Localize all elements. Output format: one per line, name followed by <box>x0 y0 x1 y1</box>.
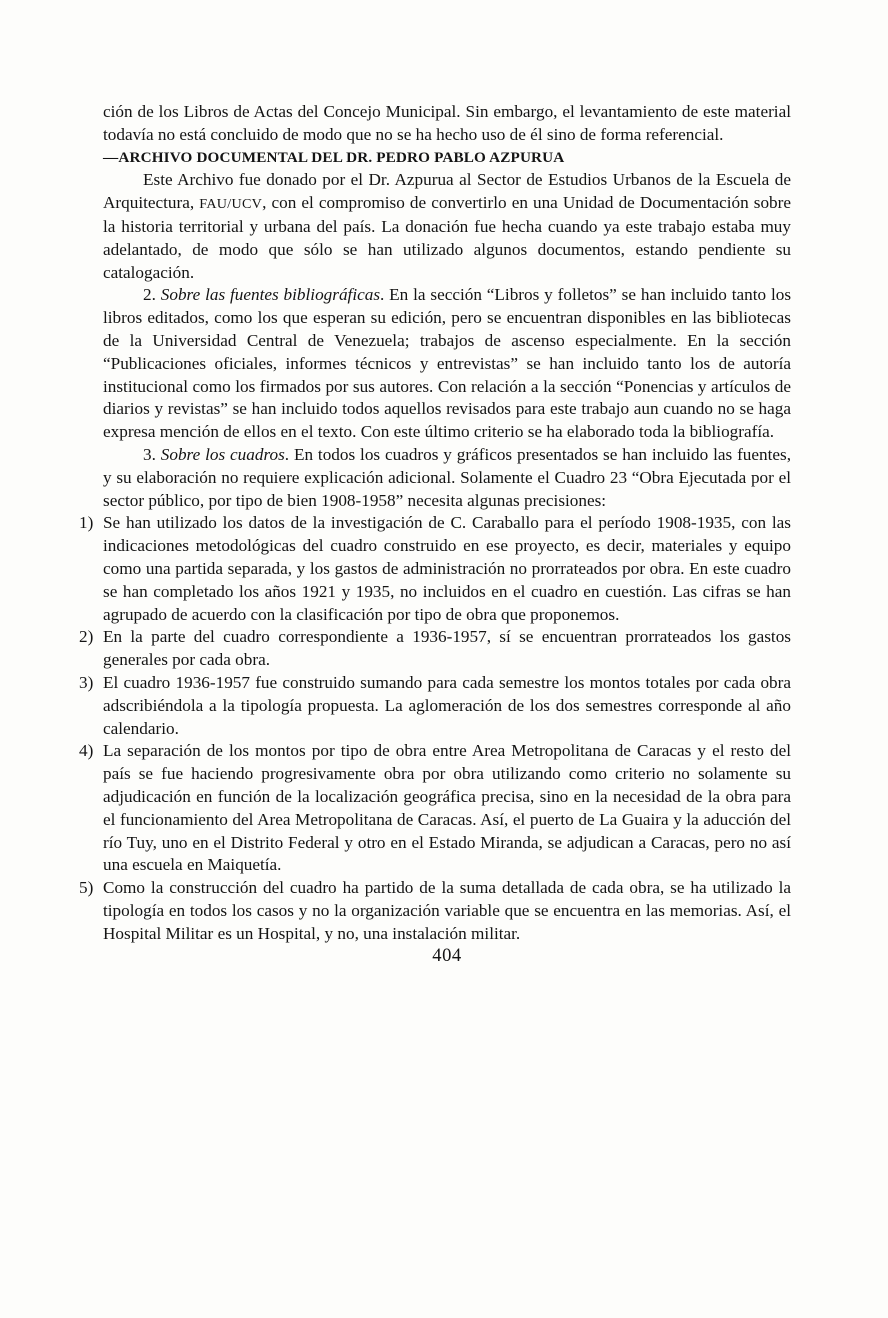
list-item-3 <box>79 672 791 740</box>
list-item-4-marker: 4) <box>79 741 94 761</box>
archivo-paragraph-before: Este Archivo fue donado por el Dr. Azpurua al Sector de Estudios Urbanos de la Escuela de Arquitectura, <box>103 170 791 213</box>
cuadros-section-numeral: 3. <box>143 444 161 464</box>
archivo-section-heading: —ARCHIVO DOCUMENTAL DEL DR. PEDRO PABLO AZPURUA <box>103 148 565 166</box>
fuentes-section-numeral: 2. <box>143 285 161 305</box>
archivo-paragraph-after: , con el compromiso de convertirlo en una Unidad de Documentación sobre la historia territorial y urbana del país. La donación fue hecha cuando ya este trabajo estaba muy adelantado, de modo que sólo se han utilizado algunos documentos, estando pendiente su catalogación. <box>103 193 791 282</box>
intro-paragraph: ción de los Libros de Actas del Concejo Municipal. Sin embargo, el levantamiento de este material todavía no está concluido de modo que no se ha hecho uso de él sino de forma referencial. <box>103 102 791 144</box>
list-item-1-text: Se han utilizado los datos de la investigación de C. Caraballo para el período 1908-1935, con las indicaciones metodológicas del cuadro construido en ese proyecto, es decir, materiales y equipo como una partida separada, y los gastos de administración no prorrateados por obra. En este cuadro se han completado los años 1921 y 1935, no incluidos en el cuadro en cuestión. Las cifras se han agrupado de acuerdo con la clasificación por tipo de obra que proponemos. <box>103 513 791 624</box>
page-number: 404 <box>432 945 462 967</box>
list-item-2-text: En la parte del cuadro correspondiente a 1936-1957, sí se encuentran prorrateados los gastos generales por cada obra. <box>103 627 791 670</box>
list-item-3-marker: 3) <box>79 672 94 692</box>
list-item-2 <box>79 626 791 672</box>
list-item-5-text: Como la construcción del cuadro ha partido de la suma detallada de cada obra, se ha utilizado la tipología en todos los casos y no la organización variable que se encuentra en las memorias. Así, el Hospital Militar es un Hospital, y no, una instalación militar. <box>103 878 791 943</box>
fuentes-section-title: Sobre las fuentes bibliográficas <box>160 285 381 305</box>
cuadros-section-text: . En todos los cuadros y gráficos presentados se han incluido las fuentes, y su elaboración no requiere explicación adicional. Solamente el Cuadro 23 “Obra Ejecutada por el sector público, por tipo de bien 1908-1958” necesita algunas precisiones: <box>103 444 791 510</box>
list-item-1 <box>79 512 791 626</box>
archivo-paragraph <box>103 169 791 284</box>
list-item-5-marker: 5) <box>79 878 94 898</box>
cuadros-section-title: Sobre los cuadros <box>160 444 285 464</box>
list-item-4 <box>79 740 791 877</box>
list-item-1-marker: 1) <box>79 513 94 533</box>
fau-ucv-acronym: FAU/UCV <box>199 196 263 213</box>
list-item-3-text: El cuadro 1936-1957 fue construido sumando para cada semestre los montos totales por cada obra adscribiéndola a la tipología propuesta. La aglomeración de los dos semestres corresponde al año calendario. <box>103 672 791 738</box>
fuentes-section-text: . En la sección “Libros y folletos” se han incluido tanto los libros editados, como los que esperan su edición, pero se encuentran disponibles en las bibliotecas de la Universidad Central de Venezuela; trabajos de ascenso especialmente. En la sección “Publicaciones oficiales, informes técnicos y entrevistas” se han incluido tanto los de autoría institucional como los firmados por sus autores. Con relación a la sección “Ponencias y artículos de diarios y revistas” se han incluido todos aquellos revisados para este trabajo aun cuando no se haga expresa mención de ellos en el texto. Con este último criterio se ha elaborado toda la bibliografía. <box>103 285 792 442</box>
list-item-2-marker: 2) <box>79 627 94 647</box>
fuentes-section-paragraph <box>103 284 791 444</box>
list-item-5 <box>79 877 791 945</box>
list-item-4-text: La separación de los montos por tipo de obra entre Area Metropolitana de Caracas y el resto del país se fue haciendo progresivamente obra por obra utilizando como criterio no solamente su adjudicación en función de la localización geográfica precisa, sino en la necesidad de la obra para el funcionamiento del Area Metropolitana de Caracas. Así, el puerto de La Guaira y la aducción del río Tuy, uno en el Distrito Federal y otro en el Estado Miranda, se adjudican a Caracas, pero no así una escuela en Maiquetía. <box>103 741 791 875</box>
cuadros-section-paragraph <box>103 444 791 512</box>
